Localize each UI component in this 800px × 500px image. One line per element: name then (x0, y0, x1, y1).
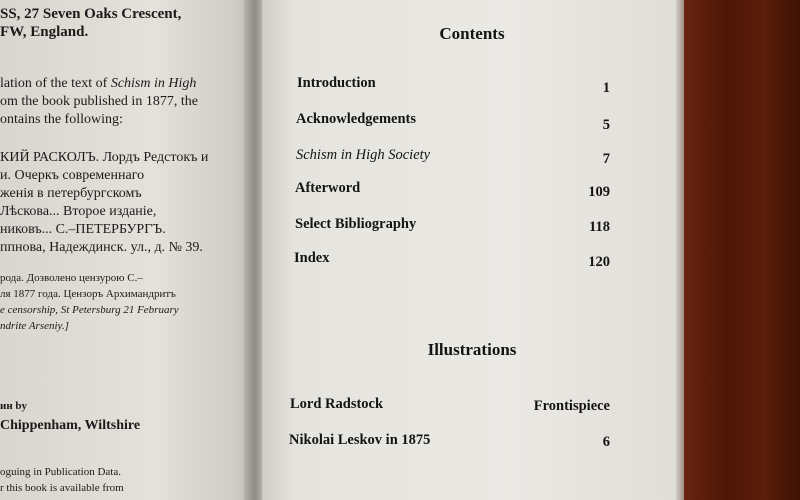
cip-line: oguing in Publication Data. (0, 466, 121, 478)
entry-title: Introduction (297, 75, 376, 91)
printer-line: Chippenham, Wiltshire (0, 418, 141, 433)
printer-line: ин by (0, 400, 28, 412)
entry-title: Select Bibliography (295, 216, 417, 232)
contents-heading: Contents (439, 24, 505, 43)
note-line: e censorship, St Petersburg 21 February (0, 304, 179, 316)
wooden-background (680, 0, 800, 500)
illustration-page: 6 (602, 434, 610, 450)
illustration-title: Lord Radstock (290, 396, 384, 412)
note-line: ndrite Arseniy.] (0, 320, 69, 332)
entry-page: 120 (588, 254, 610, 270)
entry-page: 109 (588, 184, 610, 200)
cyrillic-line: ппнова, Надеждинск. ул., д. № 39. (0, 240, 203, 255)
cip-line: r this book is available from (0, 482, 124, 494)
entry-page: 1 (602, 80, 610, 96)
illustration-page: Frontispiece (533, 398, 610, 414)
cyrillic-line: женія в петербургскомъ (0, 186, 142, 201)
left-page (0, 0, 258, 500)
cyrillic-line: никовъ... С.–ПЕТЕРБУРГЪ. (0, 222, 166, 237)
address-line: SS, 27 Seven Oaks Crescent, (0, 6, 182, 22)
paragraph-line: ontains the following: (0, 112, 123, 127)
address-line: FW, England. (0, 24, 89, 40)
note-line: рода. Дозволено цензурою С.– (0, 272, 143, 284)
cyrillic-line: КИЙ РАСКОЛЪ. Лордъ Редстокъ и (0, 150, 209, 165)
paragraph-line: lation of the text of Schism in High (0, 76, 197, 91)
note-line: ля 1877 года. Цензоръ Архимандритъ (0, 288, 176, 300)
entry-title: Index (294, 250, 330, 266)
illustration-title: Nikolai Leskov in 1875 (289, 432, 431, 448)
page-edge (676, 0, 684, 500)
entry-title: Afterword (295, 180, 361, 196)
entry-page: 5 (602, 117, 610, 133)
cyrillic-line: и. Очеркъ современнаго (0, 168, 145, 183)
entry-title: Schism in High Society (296, 147, 431, 163)
entry-title: Acknowledgements (296, 111, 417, 127)
cyrillic-line: Лѣскова... Второе изданіе, (0, 204, 157, 219)
illustrations-heading: Illustrations (427, 340, 517, 359)
right-page (262, 0, 682, 500)
entry-page: 7 (602, 151, 610, 167)
paragraph-line: om the book published in 1877, the (0, 94, 198, 109)
entry-page: 118 (589, 219, 610, 235)
